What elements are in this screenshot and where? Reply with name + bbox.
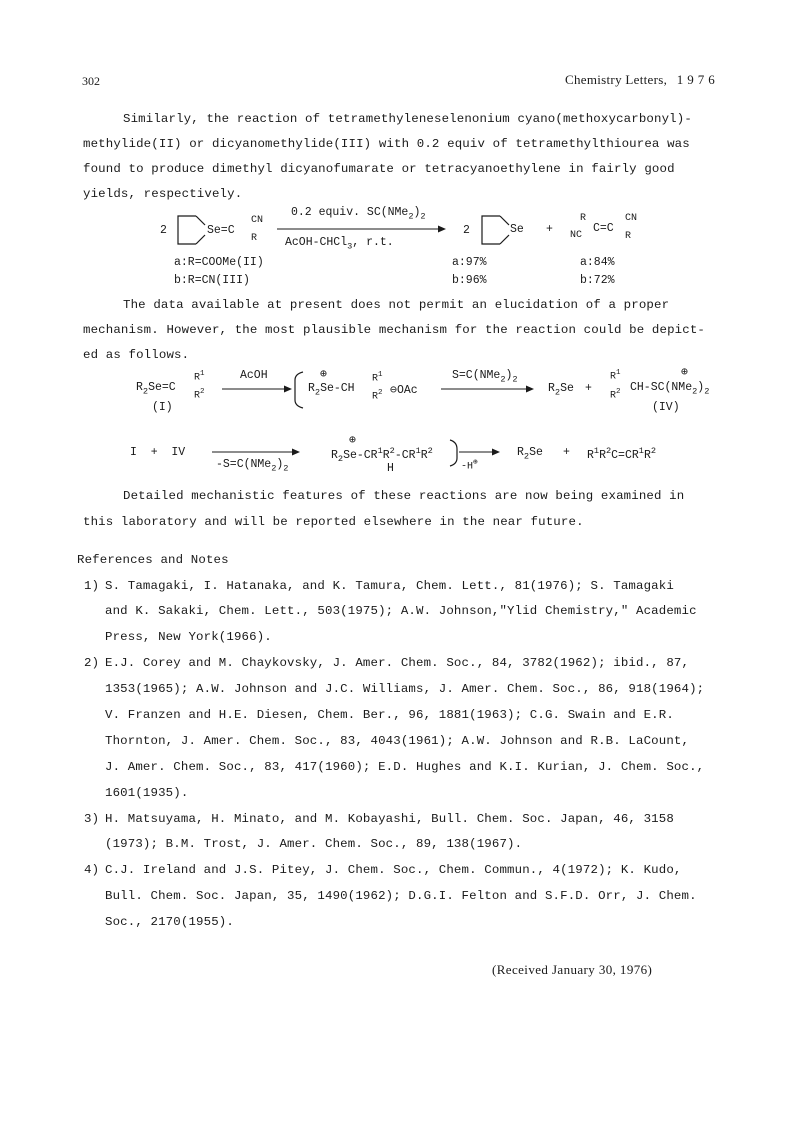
paragraph-line: The data available at present does not permit an elucidation of a proper xyxy=(123,298,670,312)
olefin-product: $R^1R^2C=CR^1R^2$ xyxy=(587,446,657,462)
compound-label-I: (I) xyxy=(152,401,173,414)
journal-year: 1976 xyxy=(676,72,719,87)
intermediate-r2: $R^2$ xyxy=(372,389,383,403)
reference-line: H. Matsuyama, H. Minato, and M. Kobayashi, Bull. Chem. Soc. Japan, 46, 3158 xyxy=(105,812,674,826)
proton-loss: -H⊕ xyxy=(461,459,478,473)
reagent-bottom: AcOH-CHCl$_3$, r.t. xyxy=(285,236,394,252)
compound-label: a:R=COOMe(II) xyxy=(174,256,264,269)
substituent-r1: $R^1$ xyxy=(194,370,205,384)
arrow-label: $-S=C(NMe_2)_2$ xyxy=(216,458,289,474)
iv-r1: $R^1$ xyxy=(610,369,621,383)
compound-label: b:R=CN(III) xyxy=(174,274,250,287)
plus-sign: + xyxy=(585,382,592,395)
reference-line: and K. Sakaki, Chem. Lett., 503(1975); A.W. Johnson,"Ylid Chemistry," Academic xyxy=(105,604,697,618)
reference-line: Thornton, J. Amer. Chem. Soc., 83, 4043(1961); A.W. Johnson and R.B. LaCount, xyxy=(105,734,690,748)
paragraph-line: ed as follows. xyxy=(83,348,190,362)
page-number: 302 xyxy=(82,74,100,88)
paragraph-line: found to produce dimethyl dicyanofumarate or tetracyanoethylene in fairly good xyxy=(83,162,675,176)
plus-sign: + xyxy=(563,446,570,459)
reactants: I + IV xyxy=(130,446,186,459)
reference-line: Bull. Chem. Soc. Japan, 35, 1490(1962); D.G.I. Felton and S.F.D. Orr, J. Chem. xyxy=(105,889,697,903)
oplus-charge: ⊕ xyxy=(320,368,327,381)
yield-value: b:96% xyxy=(452,274,487,287)
ylide-cn: CN xyxy=(251,215,264,226)
reference-line: Press, New York(1966). xyxy=(105,630,272,644)
intermediate-r1: $R^1$ xyxy=(372,371,383,385)
product-nc: NC xyxy=(570,230,583,241)
acetate-anion: ⊖OAc xyxy=(390,384,418,397)
references-heading: References and Notes xyxy=(77,553,229,567)
selenide-product: $R_2Se$ xyxy=(548,382,574,398)
plus-sign: + xyxy=(546,223,553,236)
reference-number: 1) xyxy=(84,579,100,593)
reagent-top: 0.2 equiv. $SC(NMe_2)_2$ xyxy=(291,206,426,222)
paragraph-line: Similarly, the reaction of tetramethyleneselenonium cyano(methoxycarbonyl)- xyxy=(123,112,692,126)
substituent-r2: $R^2$ xyxy=(194,388,205,402)
yield-value: b:72% xyxy=(580,274,615,287)
received-date: (Received January 30, 1976) xyxy=(492,962,653,977)
reference-line: S. Tamagaki, I. Hatanaka, and K. Tamura, Chem. Lett., 81(1976); S. Tamagaki xyxy=(105,579,674,593)
reference-line: (1973); B.M. Trost, J. Amer. Chem. Soc., 89, 138(1967). xyxy=(105,837,523,851)
product-r: R xyxy=(580,213,587,224)
compound-label-IV: (IV) xyxy=(652,401,680,414)
arrow-label: $S=C(NMe_2)_2$ xyxy=(452,369,518,385)
paragraph-line: methylide(II) or dicyanomethylide(III) with 0.2 equiv of tetramethylthiourea was xyxy=(83,137,690,151)
paragraph-line: Detailed mechanistic features of these reactions are now being examined in xyxy=(123,489,685,503)
reference-number: 4) xyxy=(84,863,100,877)
oplus-charge: ⊕ xyxy=(349,434,356,447)
reference-number: 2) xyxy=(84,656,100,670)
product-r2: R xyxy=(625,231,632,242)
selenide-product: $R_2Se$ xyxy=(517,446,543,462)
selenide: Se xyxy=(510,223,524,236)
oplus-charge: ⊕ xyxy=(681,366,688,379)
yield-value: a:97% xyxy=(452,256,487,269)
paragraph-line: mechanism. However, the most plausible mechanism for the reaction could be depict- xyxy=(83,323,706,337)
yield-value: a:84% xyxy=(580,256,615,269)
reference-line: C.J. Ireland and J.S. Pitey, J. Chem. Soc., Chem. Commun., 4(1972); K. Kudo, xyxy=(105,863,682,877)
reference-line: 1353(1965); A.W. Johnson and J.C. Williams, J. Amer. Chem. Soc., 86, 918(1964); xyxy=(105,682,705,696)
ylide-formula: Se=C xyxy=(207,224,235,237)
arrow-label: AcOH xyxy=(240,369,268,382)
journal-name: Chemistry Letters, xyxy=(565,72,668,87)
paragraph-line: this laboratory and will be reported elsewhere in the near future. xyxy=(83,515,584,529)
paragraph-line: yields, respectively. xyxy=(83,187,243,201)
coefficient: 2 xyxy=(160,224,167,237)
reference-line: 1601(1935). xyxy=(105,786,189,800)
reference-line: J. Amer. Chem. Soc., 83, 417(1960); E.D. Hughes and K.I. Kurian, J. Chem. Soc., xyxy=(105,760,705,774)
reference-line: V. Franzen and H.E. Diesen, Chem. Ber., 96, 1881(1963); C.G. Swain and E.R. xyxy=(105,708,674,722)
ylide-r: R xyxy=(251,233,258,244)
reference-line: E.J. Corey and M. Chaykovsky, J. Amer. Chem. Soc., 84, 3782(1962); ibid., 87, xyxy=(105,656,690,670)
reference-line: Soc., 2170(1955). xyxy=(105,915,234,929)
betaine-intermediate: $R_2Se-CR^1R^2-CR^1R^2$ xyxy=(331,446,433,465)
product-olefin: C=C xyxy=(593,222,614,235)
isothiouronium-IV: $CH-SC(NMe_2)_2$ xyxy=(630,381,710,397)
coefficient: 2 xyxy=(463,224,470,237)
selenonium-intermediate: $R_2Se-CH$ xyxy=(308,382,355,398)
iv-r2: $R^2$ xyxy=(610,388,621,402)
reference-number: 3) xyxy=(84,812,100,826)
ylide-I: $R_2Se=C$ xyxy=(136,381,176,397)
product-cn: CN xyxy=(625,213,638,224)
hydrogen-atom: H xyxy=(387,462,394,475)
